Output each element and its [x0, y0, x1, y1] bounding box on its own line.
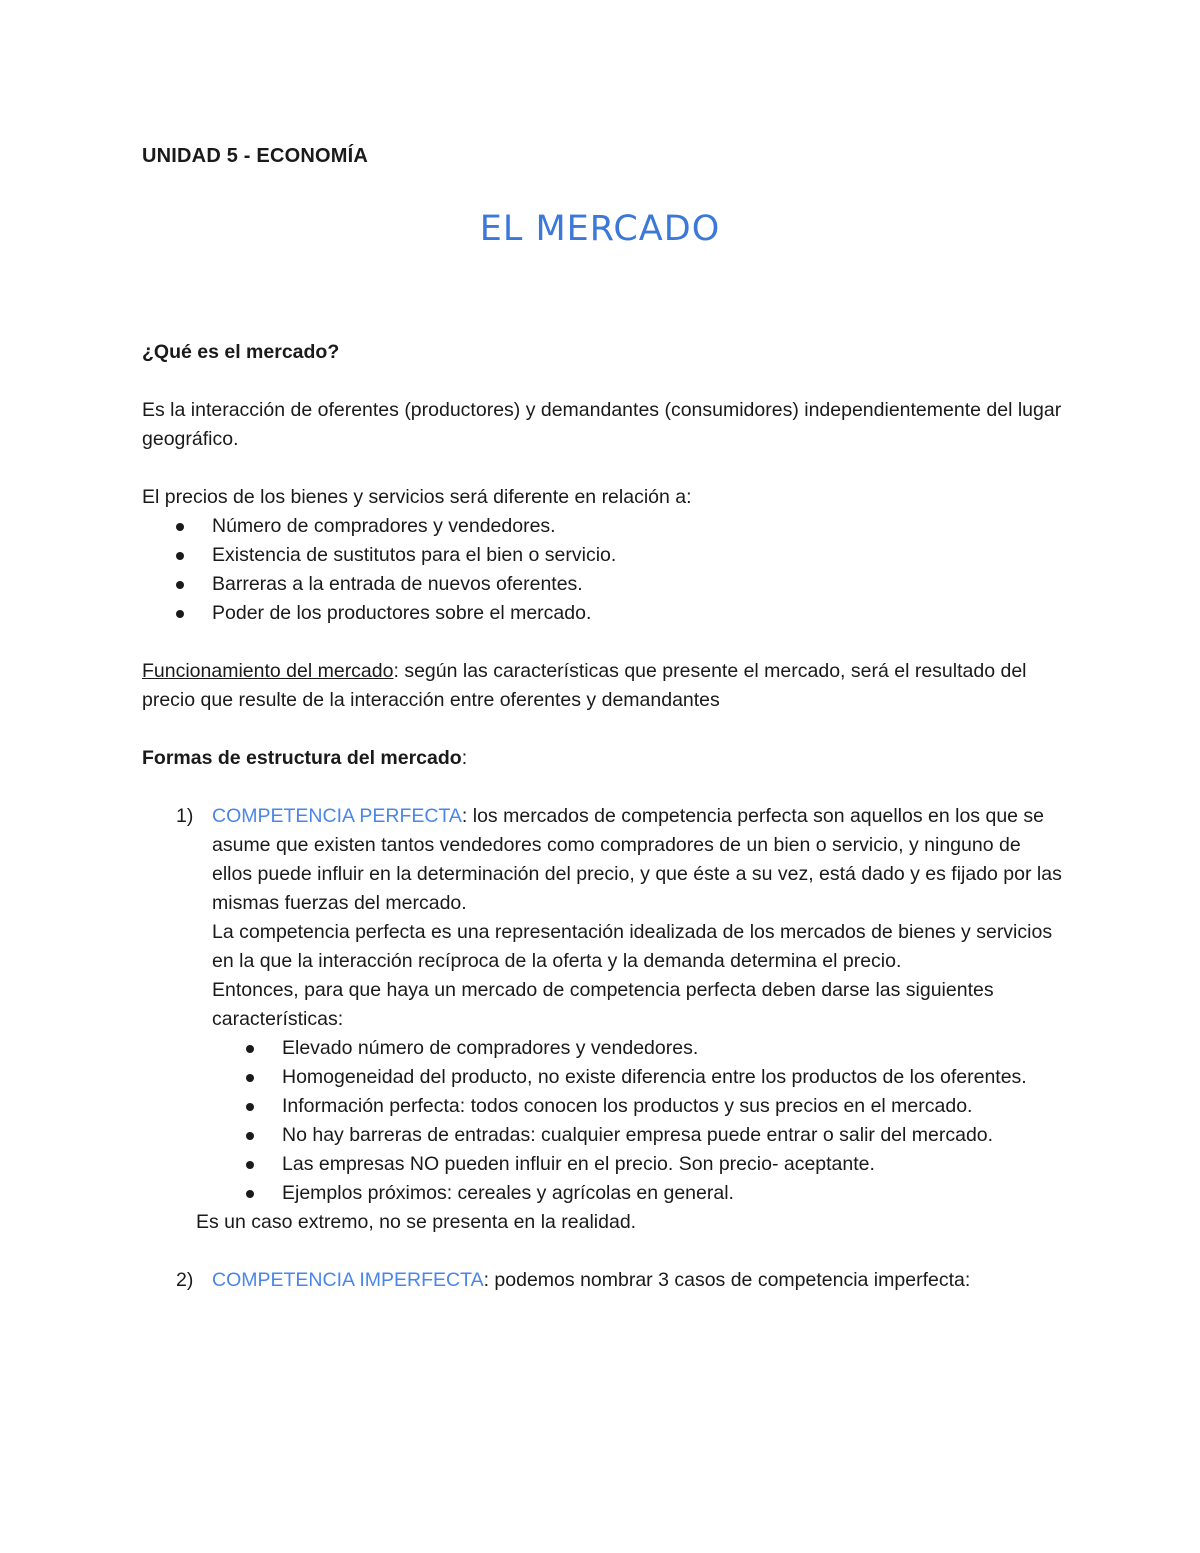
perfect-competition-paragraph-3: Entonces, para que haya un mercado de competencia perfecta deben darse las siguientes características: — [212, 979, 994, 1030]
market-definition: Es la interacción de oferentes (productores) y demandantes (consumidores) independientemente del lugar geográfico. — [142, 399, 1062, 450]
list-item: Ejemplos próximos: cereales y agrícolas en general. — [282, 1179, 1062, 1208]
item-number: 2) — [176, 1269, 194, 1291]
list-item: Elevado número de compradores y vendedores. — [282, 1034, 1062, 1063]
imperfect-competition-text: : podemos nombrar 3 casos de competencia imperfecta: — [483, 1269, 971, 1291]
unit-heading: UNIDAD 5 - ECONOMÍA — [142, 145, 369, 167]
imperfect-competition-term: COMPETENCIA IMPERFECTA — [212, 1269, 484, 1291]
document-body — [142, 338, 1062, 1295]
perfect-competition-text: : los mercados de competencia perfecta son aquellos en los que se asume que existen tantos vendedores como compradores de un bien o servicio, y ninguno de ellos puede influir en la determinación del precio, y que éste a su vez, está dado y es fijado por las mismas fuerzas del mercado. — [212, 805, 1062, 914]
market-functioning-paragraph — [142, 657, 1062, 715]
page-title: EL MERCADO — [479, 209, 721, 249]
characteristics-list — [212, 1034, 1062, 1208]
perfect-competition-term: COMPETENCIA PERFECTA — [212, 805, 462, 827]
numbered-item-perfect-competition — [142, 802, 1062, 1208]
market-structures-colon: : — [461, 747, 468, 769]
list-item: Homogeneidad del producto, no existe diferencia entre los productos de los oferentes. — [282, 1063, 1062, 1092]
extreme-case-note: Es un caso extremo, no se presenta en la realidad. — [196, 1211, 637, 1233]
perfect-competition-definition — [212, 802, 1062, 918]
imperfect-competition-definition — [212, 1266, 1062, 1295]
list-item: Número de compradores y vendedores. — [212, 512, 1062, 541]
market-functioning-text: : según las características que presente el mercado, será el resultado del precio que resulte de la interacción entre oferentes y demandantes — [142, 660, 1027, 711]
section-heading-market-structures — [142, 744, 1062, 773]
section-heading-what-is-market: ¿Qué es el mercado? — [142, 341, 340, 363]
list-item: Las empresas NO pueden influir en el precio. Son precio- aceptante. — [282, 1150, 1062, 1179]
market-functioning-label: Funcionamiento del mercado — [142, 660, 394, 682]
list-item: No hay barreras de entradas: cualquier empresa puede entrar o salir del mercado. — [282, 1121, 1062, 1150]
numbered-item-imperfect-competition — [142, 1266, 1062, 1295]
price-factors-list — [142, 512, 1062, 628]
list-item: Información perfecta: todos conocen los productos y sus precios en el mercado. — [282, 1092, 1062, 1121]
list-item: Poder de los productores sobre el mercado. — [212, 599, 1062, 628]
perfect-competition-paragraph-2: La competencia perfecta es una representación idealizada de los mercados de bienes y servicios en la que la interacción recíproca de la oferta y la demanda determina el precio. — [212, 921, 1053, 972]
list-item: Barreras a la entrada de nuevos oferentes. — [212, 570, 1062, 599]
list-item: Existencia de sustitutos para el bien o servicio. — [212, 541, 1062, 570]
item-number: 1) — [176, 805, 194, 827]
prices-intro: El precios de los bienes y servicios será diferente en relación a: — [142, 486, 692, 508]
market-structures-label: Formas de estructura del mercado — [142, 747, 462, 769]
